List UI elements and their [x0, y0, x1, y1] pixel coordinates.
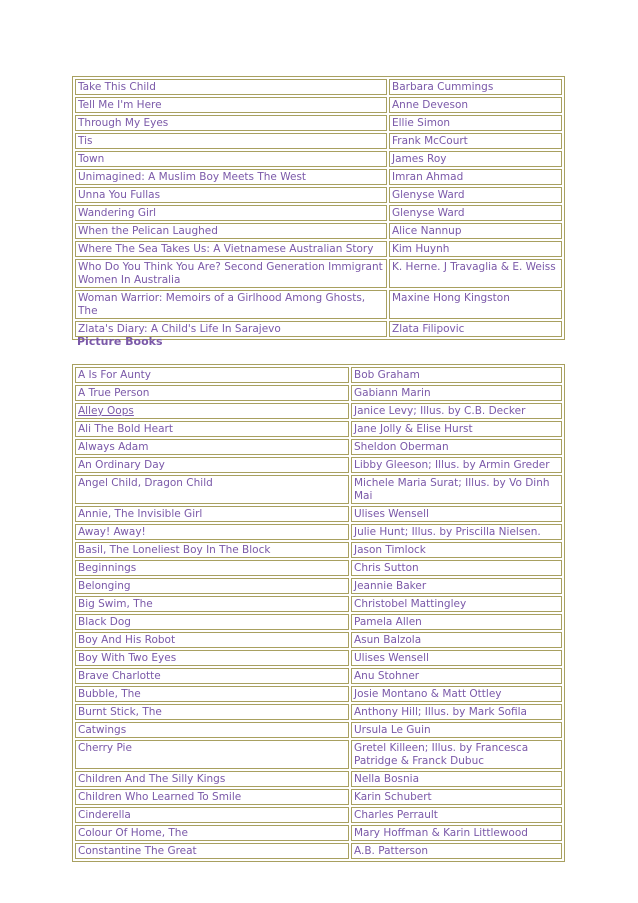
- table-row: [75, 578, 562, 594]
- table-row: [75, 686, 562, 702]
- table-row: [75, 151, 562, 167]
- table-row: [75, 506, 562, 522]
- table-row: [75, 668, 562, 684]
- book-author-cell: Kim Huynh: [389, 241, 562, 257]
- table-row: [75, 403, 562, 419]
- book-title-cell: A True Person: [75, 385, 349, 401]
- picture-books-heading: Picture Books: [77, 335, 163, 348]
- book-title-cell: Burnt Stick, The: [75, 704, 349, 720]
- table-row: [75, 632, 562, 648]
- book-author-cell: Karin Schubert: [351, 789, 562, 805]
- book-author-cell: Michele Maria Surat; Illus. by Vo Dinh Mai: [351, 475, 562, 504]
- table-row: [75, 704, 562, 720]
- book-title-cell: Ali The Bold Heart: [75, 421, 349, 437]
- book-author-cell: Glenyse Ward: [389, 205, 562, 221]
- table-row: [75, 771, 562, 787]
- book-title-cell: Bubble, The: [75, 686, 349, 702]
- book-author-cell: Chris Sutton: [351, 560, 562, 576]
- book-title-cell: Boy And His Robot: [75, 632, 349, 648]
- book-author-cell: Alice Nannup: [389, 223, 562, 239]
- book-title-cell: Who Do You Think You Are? Second Generation Immigrant Women In Australia: [75, 259, 387, 288]
- book-title-cell: Always Adam: [75, 439, 349, 455]
- book-title-cell: Children Who Learned To Smile: [75, 789, 349, 805]
- book-title-link[interactable]: Alley Oops: [75, 403, 349, 419]
- table-row: [75, 169, 562, 185]
- book-author-cell: Asun Balzola: [351, 632, 562, 648]
- book-title-cell: Away! Away!: [75, 524, 349, 540]
- book-author-cell: Josie Montano & Matt Ottley: [351, 686, 562, 702]
- table-row: [75, 457, 562, 473]
- book-author-cell: Ulises Wensell: [351, 506, 562, 522]
- table-row: [75, 97, 562, 113]
- book-author-cell: A.B. Patterson: [351, 843, 562, 859]
- table-row: [75, 115, 562, 131]
- book-author-cell: Gabiann Marin: [351, 385, 562, 401]
- table-row: [75, 843, 562, 859]
- book-author-cell: Sheldon Oberman: [351, 439, 562, 455]
- book-title-cell: Zlata's Diary: A Child's Life In Sarajevo: [75, 321, 387, 337]
- table-row: [75, 133, 562, 149]
- table-row: [75, 421, 562, 437]
- book-author-cell: Charles Perrault: [351, 807, 562, 823]
- book-author-cell: Nella Bosnia: [351, 771, 562, 787]
- table-row: [75, 290, 562, 319]
- picture-books-table: [72, 364, 565, 862]
- book-title-cell: Brave Charlotte: [75, 668, 349, 684]
- book-author-cell: Zlata Filipovic: [389, 321, 562, 337]
- book-author-cell: Jane Jolly & Elise Hurst: [351, 421, 562, 437]
- book-author-cell: K. Herne. J Travaglia & E. Weiss: [389, 259, 562, 288]
- book-title-cell: Angel Child, Dragon Child: [75, 475, 349, 504]
- book-author-cell: Maxine Hong Kingston: [389, 290, 562, 319]
- book-title-cell: Unna You Fullas: [75, 187, 387, 203]
- book-title-cell: Belonging: [75, 578, 349, 594]
- book-title-cell: Through My Eyes: [75, 115, 387, 131]
- book-author-cell: Jason Timlock: [351, 542, 562, 558]
- book-author-cell: Jeannie Baker: [351, 578, 562, 594]
- table-row: [75, 807, 562, 823]
- table-row: [75, 475, 562, 504]
- book-title-cell: Cinderella: [75, 807, 349, 823]
- book-author-cell: Gretel Killeen; Illus. by Francesca Patridge & Franck Dubuc: [351, 740, 562, 769]
- book-author-cell: Anu Stohner: [351, 668, 562, 684]
- book-title-cell: Woman Warrior: Memoirs of a Girlhood Among Ghosts, The: [75, 290, 387, 319]
- table-row: [75, 789, 562, 805]
- book-title-cell: Wandering Girl: [75, 205, 387, 221]
- picture-books-body: [75, 367, 562, 859]
- book-title-cell: A Is For Aunty: [75, 367, 349, 383]
- book-author-cell: Barbara Cummings: [389, 79, 562, 95]
- book-title-cell: Beginnings: [75, 560, 349, 576]
- book-title-cell: Big Swim, The: [75, 596, 349, 612]
- book-author-cell: Ulises Wensell: [351, 650, 562, 666]
- table-row: [75, 524, 562, 540]
- book-author-cell: Imran Ahmad: [389, 169, 562, 185]
- book-author-cell: James Roy: [389, 151, 562, 167]
- book-title-cell: Colour Of Home, The: [75, 825, 349, 841]
- table-row: [75, 560, 562, 576]
- book-title-cell: Unimagined: A Muslim Boy Meets The West: [75, 169, 387, 185]
- table-row: [75, 596, 562, 612]
- book-author-cell: Christobel Mattingley: [351, 596, 562, 612]
- book-author-cell: Libby Gleeson; Illus. by Armin Greder: [351, 457, 562, 473]
- table-row: [75, 722, 562, 738]
- book-author-cell: Anne Deveson: [389, 97, 562, 113]
- book-author-cell: Bob Graham: [351, 367, 562, 383]
- table-row: [75, 205, 562, 221]
- book-author-cell: Ellie Simon: [389, 115, 562, 131]
- book-author-cell: Pamela Allen: [351, 614, 562, 630]
- book-author-cell: Frank McCourt: [389, 133, 562, 149]
- book-title-cell: Annie, The Invisible Girl: [75, 506, 349, 522]
- book-author-cell: Mary Hoffman & Karin Littlewood: [351, 825, 562, 841]
- table-row: [75, 79, 562, 95]
- book-title-cell: When the Pelican Laughed: [75, 223, 387, 239]
- table-row: [75, 542, 562, 558]
- table-row: [75, 740, 562, 769]
- book-title-cell: Constantine The Great: [75, 843, 349, 859]
- table-row: [75, 650, 562, 666]
- table-row: [75, 614, 562, 630]
- table-row: [75, 223, 562, 239]
- book-title-cell: Boy With Two Eyes: [75, 650, 349, 666]
- book-author-cell: Glenyse Ward: [389, 187, 562, 203]
- book-title-cell: Cherry Pie: [75, 740, 349, 769]
- table-row: [75, 187, 562, 203]
- book-title-cell: Take This Child: [75, 79, 387, 95]
- table-row: [75, 825, 562, 841]
- book-title-cell: Town: [75, 151, 387, 167]
- table-row: [75, 439, 562, 455]
- book-title-cell: Tis: [75, 133, 387, 149]
- table-row: [75, 241, 562, 257]
- book-author-cell: Ursula Le Guin: [351, 722, 562, 738]
- book-list-table: [72, 76, 565, 340]
- book-title-cell: Catwings: [75, 722, 349, 738]
- book-title-cell: Where The Sea Takes Us: A Vietnamese Australian Story: [75, 241, 387, 257]
- book-list-body: [75, 79, 562, 337]
- book-title-cell: Black Dog: [75, 614, 349, 630]
- book-title-cell: Tell Me I'm Here: [75, 97, 387, 113]
- book-title-cell: Basil, The Loneliest Boy In The Block: [75, 542, 349, 558]
- book-title-cell: Children And The Silly Kings: [75, 771, 349, 787]
- book-author-cell: Anthony Hill; Illus. by Mark Sofila: [351, 704, 562, 720]
- book-title-cell: An Ordinary Day: [75, 457, 349, 473]
- table-row: [75, 367, 562, 383]
- table-row: [75, 385, 562, 401]
- book-author-cell: Julie Hunt; Illus. by Priscilla Nielsen.: [351, 524, 562, 540]
- table-row: [75, 259, 562, 288]
- book-author-cell: Janice Levy; Illus. by C.B. Decker: [351, 403, 562, 419]
